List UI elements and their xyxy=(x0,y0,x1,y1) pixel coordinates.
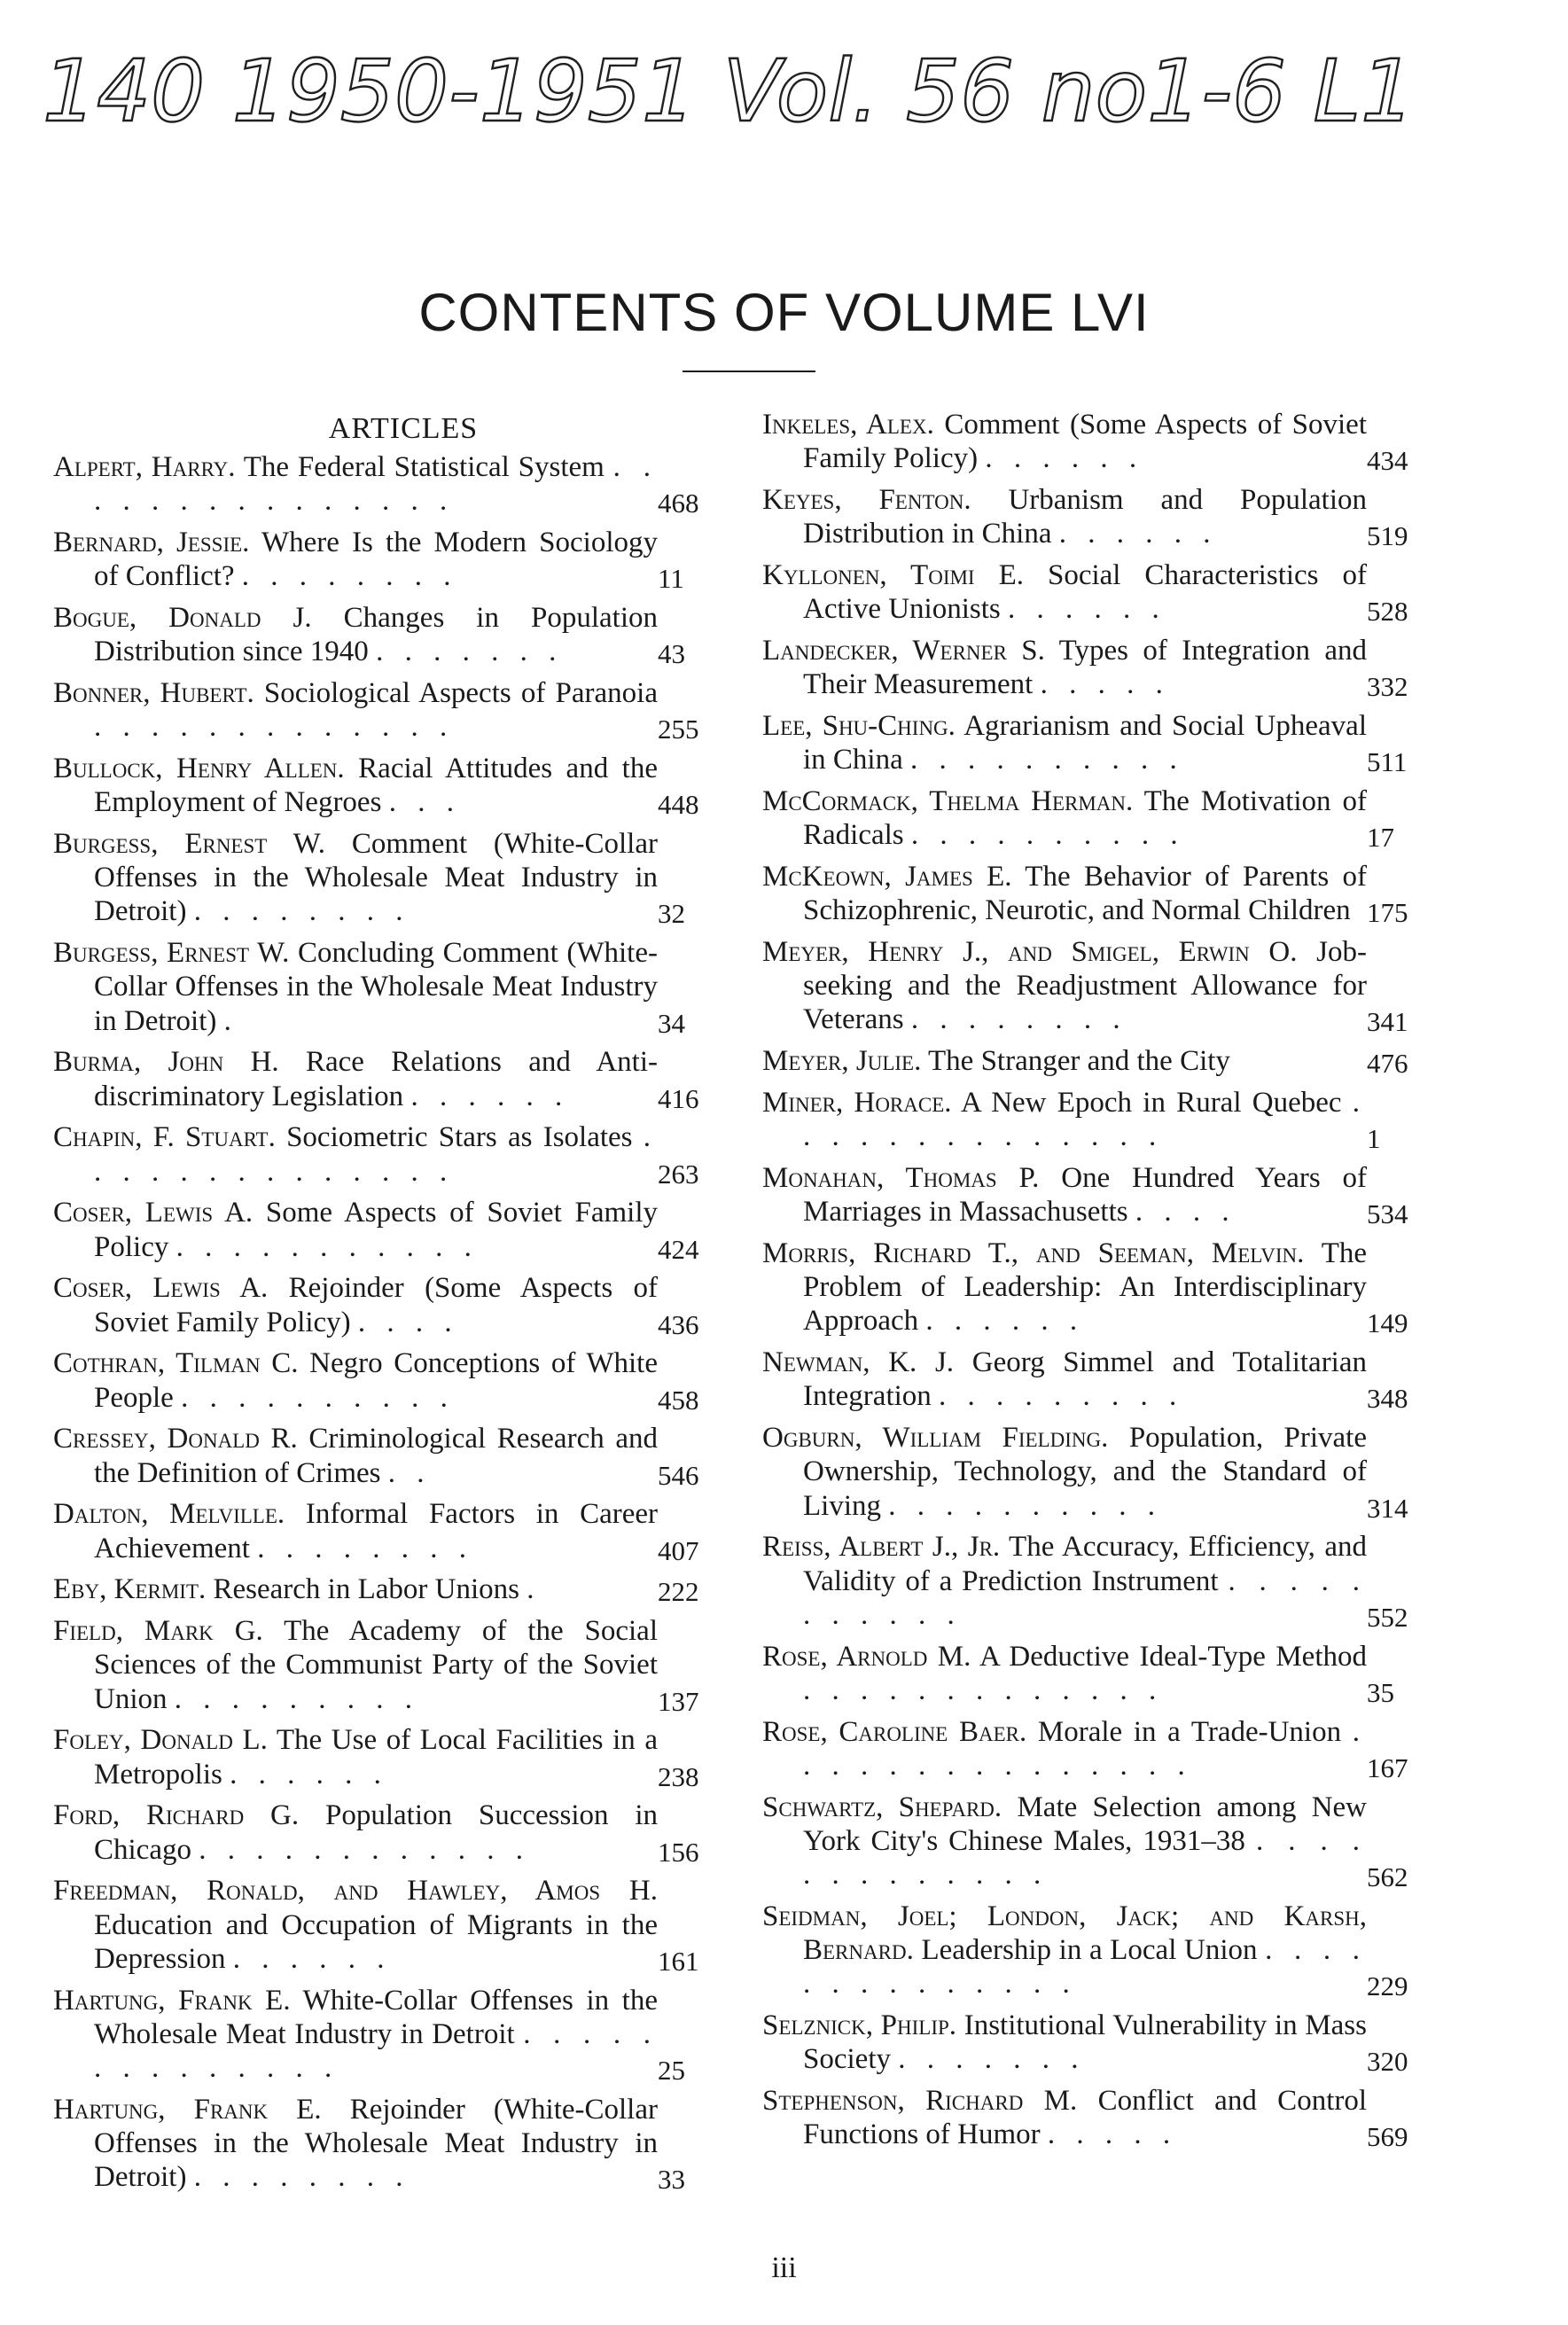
entry-page-number: 11 xyxy=(658,563,684,595)
contents-entry xyxy=(762,2009,1436,2076)
entry-author: Cressey, Donald R. xyxy=(53,1423,298,1455)
entry-page-number: 332 xyxy=(1367,671,1408,703)
entry-page-number: 175 xyxy=(1367,897,1408,929)
entry-title: The Problem of Leadership: An Interdisciplinary Approach xyxy=(803,1237,1367,1338)
section-heading-articles: ARTICLES xyxy=(328,412,479,445)
entry-leader-dots: . . xyxy=(387,1456,432,1489)
contents-entry xyxy=(762,784,1436,852)
contents-entry xyxy=(53,676,727,744)
entry-author: Stephenson, Richard M. xyxy=(762,2085,1078,2118)
contents-entry xyxy=(53,526,727,593)
entry-page-number: 546 xyxy=(658,1459,699,1491)
entry-author: Dalton, Melville. xyxy=(53,1498,285,1531)
contents-entry xyxy=(53,827,727,929)
entry-page-number: 17 xyxy=(1367,822,1394,854)
entry-page-number: 43 xyxy=(658,638,685,670)
entry-title: Sociological Aspects of Paranoia xyxy=(263,677,658,709)
entry-leader-dots: . . . . xyxy=(1135,1196,1236,1229)
entry-author: Ford, Richard G. xyxy=(53,1799,300,1832)
entry-title: Types of Integration and Their Measurement xyxy=(803,635,1367,701)
entry-author: Ogburn, William Fielding. xyxy=(762,1422,1109,1455)
entry-author: Burgess, Ernest W. xyxy=(53,828,325,860)
contents-entry xyxy=(53,1984,727,2086)
entry-title: The Accuracy, Efficiency, and Validity of a Prediction Instrument xyxy=(803,1531,1367,1597)
entry-page-number: 167 xyxy=(1367,1752,1408,1783)
entry-title: White-Collar Offenses in the Wholesale Meat Industry in Detroit xyxy=(94,1984,658,2050)
contents-entry xyxy=(53,1271,727,1338)
entry-author: Coser, Lewis A. xyxy=(53,1272,269,1305)
entry-page-number: 348 xyxy=(1367,1383,1408,1415)
right-column xyxy=(762,408,1436,2159)
entry-author: Cothran, Tilman C. xyxy=(53,1347,299,1380)
contents-entry xyxy=(762,1900,1436,2001)
left-column xyxy=(53,408,727,2202)
contents-entry xyxy=(762,1715,1436,1783)
entry-author: Schwartz, Shepard. xyxy=(762,1791,1002,1823)
entry-title: Comment (Some Aspects of Soviet Family Policy) xyxy=(803,409,1367,475)
entry-author: Hartung, Frank E. xyxy=(53,2093,322,2126)
entry-leader-dots: . . . . . . . . xyxy=(241,560,458,593)
entry-title: Negro Conceptions of White People xyxy=(94,1347,658,1414)
entry-leader-dots: . . . . . . xyxy=(232,1942,392,1975)
entry-title: Agrarianism and Social Upheaval in China xyxy=(803,710,1367,776)
entry-title: Social Characteristics of Active Unionists xyxy=(803,559,1367,626)
entry-page-number: 314 xyxy=(1367,1492,1408,1524)
entry-title: Race Relations and Anti-discriminatory Legislation xyxy=(94,1046,658,1112)
contents-entry xyxy=(53,601,727,668)
contents-entry xyxy=(53,1798,727,1866)
contents-entry xyxy=(53,1346,727,1414)
contents-entry xyxy=(762,408,1436,475)
entry-page-number: 33 xyxy=(658,2164,685,2196)
entry-leader-dots: . . . . . . . . . . xyxy=(910,744,1184,776)
entry-title: Mate Selection among New York City's Chinese Males, 1931–38 xyxy=(803,1791,1368,1857)
entry-author: Landecker, Werner S. xyxy=(762,635,1045,667)
entry-leader-dots: . . . . . xyxy=(1040,668,1170,701)
entry-page-number: 25 xyxy=(658,2055,685,2087)
entry-title: Job-seeking and the Readjustment Allowance for Veterans xyxy=(803,936,1367,1036)
entry-page-number: 511 xyxy=(1367,746,1408,778)
entry-author: McCormack, Thelma Herman. xyxy=(762,785,1134,817)
contents-entry xyxy=(762,634,1436,701)
contents-entry xyxy=(53,2093,727,2195)
entry-leader-dots: . . . . . . . . . . . . . . . xyxy=(94,451,658,518)
entry-author: Seidman, Joel; London, Jack; and Karsh, Bernard. xyxy=(762,1900,1367,1967)
entry-title: Informal Factors in Career Achievement xyxy=(94,1498,659,1564)
entry-page-number: 416 xyxy=(658,1082,699,1114)
entry-author: Miner, Horace. xyxy=(762,1087,952,1119)
entry-leader-dots: . . . . . . . . . . . . . . xyxy=(803,1934,1367,2001)
entry-leader-dots: . . . . . . . . . . . . . . xyxy=(803,1087,1367,1153)
contents-entry xyxy=(53,450,727,518)
entry-author: Bogue, Donald J. xyxy=(53,602,312,634)
entry-leader-dots: . . . . . . xyxy=(925,1305,1085,1338)
entry-author: Morris, Richard T., and Seeman, Melvin. xyxy=(762,1237,1305,1269)
entry-title: Rejoinder (Some Aspects of Soviet Family Policy) xyxy=(94,1272,658,1338)
contents-entry xyxy=(53,936,727,1038)
contents-entry xyxy=(762,860,1436,927)
entry-page-number: 468 xyxy=(658,488,699,519)
entry-page-number: 222 xyxy=(658,1576,699,1608)
contents-entry xyxy=(762,1237,1436,1338)
entry-title: Population, Private Ownership, Technology, and the Standard of Living xyxy=(803,1422,1368,1522)
entry-title: Institutional Vulnerability in Mass Society xyxy=(803,2009,1367,2076)
entry-leader-dots: . . . . . . . xyxy=(898,2043,1086,2076)
entry-page-number: 32 xyxy=(658,898,685,930)
entry-leader-dots: . . . . . . . . . . . . . . xyxy=(94,1121,658,1188)
article-list-right xyxy=(762,408,1436,2151)
contents-entry xyxy=(762,709,1436,776)
entry-leader-dots: . . . . . . . . xyxy=(257,1532,473,1564)
contents-entry xyxy=(762,1086,1436,1153)
entry-page-number: 434 xyxy=(1367,445,1408,477)
entry-title: Morale in a Trade-Union xyxy=(1037,1715,1342,1748)
entry-leader-dots: . . . . . . . . . . . . . xyxy=(94,711,455,744)
entry-title: Education and Occupation of Migrants in the Depression xyxy=(94,1908,658,1975)
entry-title: Where Is the Modern Sociology of Conflict? xyxy=(94,527,658,593)
entry-leader-dots: . . . . . . . . . . xyxy=(910,819,1185,852)
entry-page-number: 458 xyxy=(658,1384,699,1416)
entry-leader-dots: . . . . . . . . . xyxy=(174,1682,419,1715)
entry-title: Sociometric Stars as Isolates xyxy=(286,1121,633,1154)
contents-entry xyxy=(53,1120,727,1188)
entry-title: Conflict and Control Functions of Humor xyxy=(803,2085,1368,2151)
entry-title: Leadership in a Local Union xyxy=(921,1934,1258,1967)
entry-leader-dots: . xyxy=(223,1004,238,1037)
entry-page-number: 320 xyxy=(1367,2046,1408,2078)
entry-page-number: 424 xyxy=(658,1233,699,1265)
entry-leader-dots: . xyxy=(527,1573,542,1606)
entry-author: Bonner, Hubert. xyxy=(53,677,254,709)
entry-leader-dots: . . . xyxy=(388,786,461,819)
entry-page-number: 476 xyxy=(1367,1048,1408,1080)
entry-author: Newman, K. J. xyxy=(762,1346,955,1379)
entry-page-number: 341 xyxy=(1367,1006,1408,1038)
entry-leader-dots: . . . . . . xyxy=(1058,518,1218,550)
entry-author: McKeown, James E. xyxy=(762,861,1012,893)
entry-author: Coser, Lewis A. xyxy=(53,1197,254,1229)
entry-title: A New Epoch in Rural Quebec xyxy=(960,1087,1342,1119)
entry-title: The Academy of the Social Sciences of the Communist Party of the Soviet Union xyxy=(94,1615,658,1715)
entry-title: Comment (White-Collar Offenses in the Wholesale Meat Industry in Detroit) xyxy=(94,828,658,928)
entry-author: Bernard, Jessie. xyxy=(53,527,250,558)
entry-leader-dots: . . . . . . . . . . . . . . . xyxy=(803,1715,1368,1782)
entry-leader-dots: . . . . . . . . . . xyxy=(888,1489,1162,1522)
entry-author: Reiss, Albert J., Jr. xyxy=(762,1531,1001,1564)
contents-entry xyxy=(53,752,727,819)
entry-title: Concluding Comment (White-Collar Offenses in the Wholesale Meat Industry in Detroit) xyxy=(94,937,658,1037)
entry-title: The Motivation of Radicals xyxy=(803,785,1367,852)
entry-leader-dots: . . . . . . . . . . xyxy=(181,1381,455,1414)
entry-title: One Hundred Years of Marriages in Massachusetts xyxy=(803,1162,1367,1229)
article-list-left xyxy=(53,450,727,2194)
entry-author: Lee, Shu-Ching. xyxy=(762,710,956,742)
entry-title: Racial Attitudes and the Employment of Negroes xyxy=(94,753,658,819)
entry-author: Chapin, F. Stuart. xyxy=(53,1121,276,1154)
entry-page-number: 35 xyxy=(1367,1676,1394,1708)
entry-author: Freedman, Ronald, and Hawley, Amos H. xyxy=(53,1875,658,1908)
entry-author: Monahan, Thomas P. xyxy=(762,1162,1040,1194)
entry-page-number: 238 xyxy=(658,1760,699,1792)
entry-page-number: 448 xyxy=(658,789,699,821)
contents-entry xyxy=(53,1614,727,1716)
contents-entry xyxy=(53,1422,727,1489)
contents-entry xyxy=(53,1723,727,1791)
contents-entry xyxy=(762,1044,1436,1078)
contents-entry xyxy=(53,1572,727,1606)
entry-page-number: 255 xyxy=(658,714,699,745)
entry-page-number: 534 xyxy=(1367,1198,1408,1230)
entry-author: Bullock, Henry Allen. xyxy=(53,753,345,784)
handwritten-note-text: 140 1950-1951 Vol. 56 no1-6 L1 xyxy=(43,42,1416,141)
contents-entry xyxy=(53,1045,727,1112)
entry-page-number: 407 xyxy=(658,1534,699,1566)
entry-author: Burgess, Ernest W. xyxy=(53,937,290,970)
entry-author: Meyer, Julie. xyxy=(762,1045,922,1078)
entry-author: Inkeles, Alex. xyxy=(762,409,934,441)
entry-title: The Behavior of Parents of Schizophrenic, Neurotic, and Normal Children xyxy=(803,861,1367,927)
entry-leader-dots: . . . . . . . . xyxy=(193,2161,410,2194)
entry-author: Burma, John H. xyxy=(53,1046,279,1079)
entry-leader-dots: . . . . . . xyxy=(410,1080,570,1112)
entry-author: Rose, Arnold M. xyxy=(762,1640,971,1673)
entry-leader-dots: . . . . . . . . xyxy=(910,1003,1127,1036)
entry-leader-dots: . . . . . . . . . . . . . . xyxy=(94,2017,659,2085)
entry-page-number: 436 xyxy=(658,1308,699,1340)
entry-title: Changes in Population Distribution since 1940 xyxy=(94,602,659,668)
entry-title: The Federal Statistical System xyxy=(243,451,605,483)
entry-author: Alpert, Harry. xyxy=(53,451,236,483)
entry-leader-dots: . . . . xyxy=(357,1306,459,1338)
entry-author: Keyes, Fenton. xyxy=(762,484,971,516)
contents-entry xyxy=(762,1421,1436,1523)
entry-title: Criminological Research and the Definition of Crimes xyxy=(94,1423,658,1489)
entry-page-number: 1 xyxy=(1367,1123,1381,1155)
contents-entry xyxy=(762,558,1436,626)
contents-entry xyxy=(762,1530,1436,1632)
entry-author: Eby, Kermit. xyxy=(53,1573,207,1606)
entry-leader-dots: . . . . . . xyxy=(985,442,1144,475)
contents-entry xyxy=(762,1161,1436,1229)
entry-title: The Use of Local Facilities in a Metropolis xyxy=(94,1724,659,1791)
entry-author: Kyllonen, Toimi E. xyxy=(762,559,1024,591)
entry-title: Some Aspects of Soviet Family Policy xyxy=(94,1197,658,1263)
entry-title: Population Succession in Chicago xyxy=(94,1799,658,1866)
handwritten-call-number xyxy=(43,32,1549,147)
entry-leader-dots: . . . . . . xyxy=(230,1758,388,1791)
entry-page-number: 528 xyxy=(1367,596,1408,628)
entry-page-number: 569 xyxy=(1367,2121,1408,2153)
entry-title: Georg Simmel and Totalitarian Integration xyxy=(803,1346,1367,1413)
entry-leader-dots: . . . . . . xyxy=(1007,593,1166,626)
contents-entry xyxy=(53,1497,727,1564)
entry-page-number: 161 xyxy=(658,1945,699,1977)
entry-author: Field, Mark G. xyxy=(53,1615,263,1648)
entry-title: Urbanism and Population Distribution in China xyxy=(803,484,1367,550)
entry-page-number: 156 xyxy=(658,1836,699,1868)
entry-page-number: 519 xyxy=(1367,520,1408,552)
entry-leader-dots: . . . . . . . . xyxy=(193,895,410,928)
entry-author: Hartung, Frank E. xyxy=(53,1984,291,2017)
entry-page-number: 137 xyxy=(658,1685,699,1717)
entry-leader-dots: . . . . . xyxy=(1047,2118,1178,2151)
entry-page-number: 229 xyxy=(1367,1970,1408,2002)
entry-leader-dots: . . . . . . . . . . . . . xyxy=(803,1674,1164,1706)
entry-author: Selznick, Philip. xyxy=(762,2009,957,2042)
entry-leader-dots: . . . . . . . . . . . . . xyxy=(803,1824,1367,1892)
entry-page-number: 552 xyxy=(1367,1601,1408,1633)
entry-title: Rejoinder (White-Collar Offenses in the Wholesale Meat Industry in Detroit) xyxy=(94,2093,658,2194)
contents-entry xyxy=(53,1874,727,1976)
entry-page-number: 263 xyxy=(658,1158,699,1190)
contents-entry xyxy=(762,1346,1436,1413)
entry-title: The Stranger and the City xyxy=(928,1045,1230,1078)
contents-entry xyxy=(762,935,1436,1037)
contents-entry xyxy=(762,1791,1436,1892)
entry-leader-dots: . . . . . . . . . . . . xyxy=(199,1833,530,1866)
entry-page-number: 562 xyxy=(1367,1861,1408,1893)
title-divider xyxy=(683,371,815,372)
contents-entry xyxy=(762,1640,1436,1707)
entry-title: Research in Labor Unions xyxy=(213,1573,519,1606)
contents-entry xyxy=(53,1196,727,1263)
contents-entry xyxy=(762,483,1436,550)
page-title: CONTENTS OF VOLUME LVI xyxy=(418,283,1150,342)
entry-page-number: 34 xyxy=(658,1007,685,1039)
entry-leader-dots: . . . . . . . xyxy=(376,636,564,668)
entry-title: A Deductive Ideal-Type Method xyxy=(979,1640,1367,1673)
entry-leader-dots: . . . . . . . . . xyxy=(939,1380,1184,1413)
entry-leader-dots: . . . . . . . . . . . xyxy=(176,1230,479,1263)
entry-author: Foley, Donald L. xyxy=(53,1724,268,1757)
contents-entry xyxy=(762,2084,1436,2151)
entry-leader-dots: . . . . . . . . . . . xyxy=(803,1564,1368,1631)
entry-author: Meyer, Henry J., and Smigel, Erwin O. xyxy=(762,936,1298,968)
entry-author: Rose, Caroline Baer. xyxy=(762,1715,1027,1748)
page-folio: iii xyxy=(771,2251,797,2284)
entry-page-number: 149 xyxy=(1367,1307,1408,1339)
